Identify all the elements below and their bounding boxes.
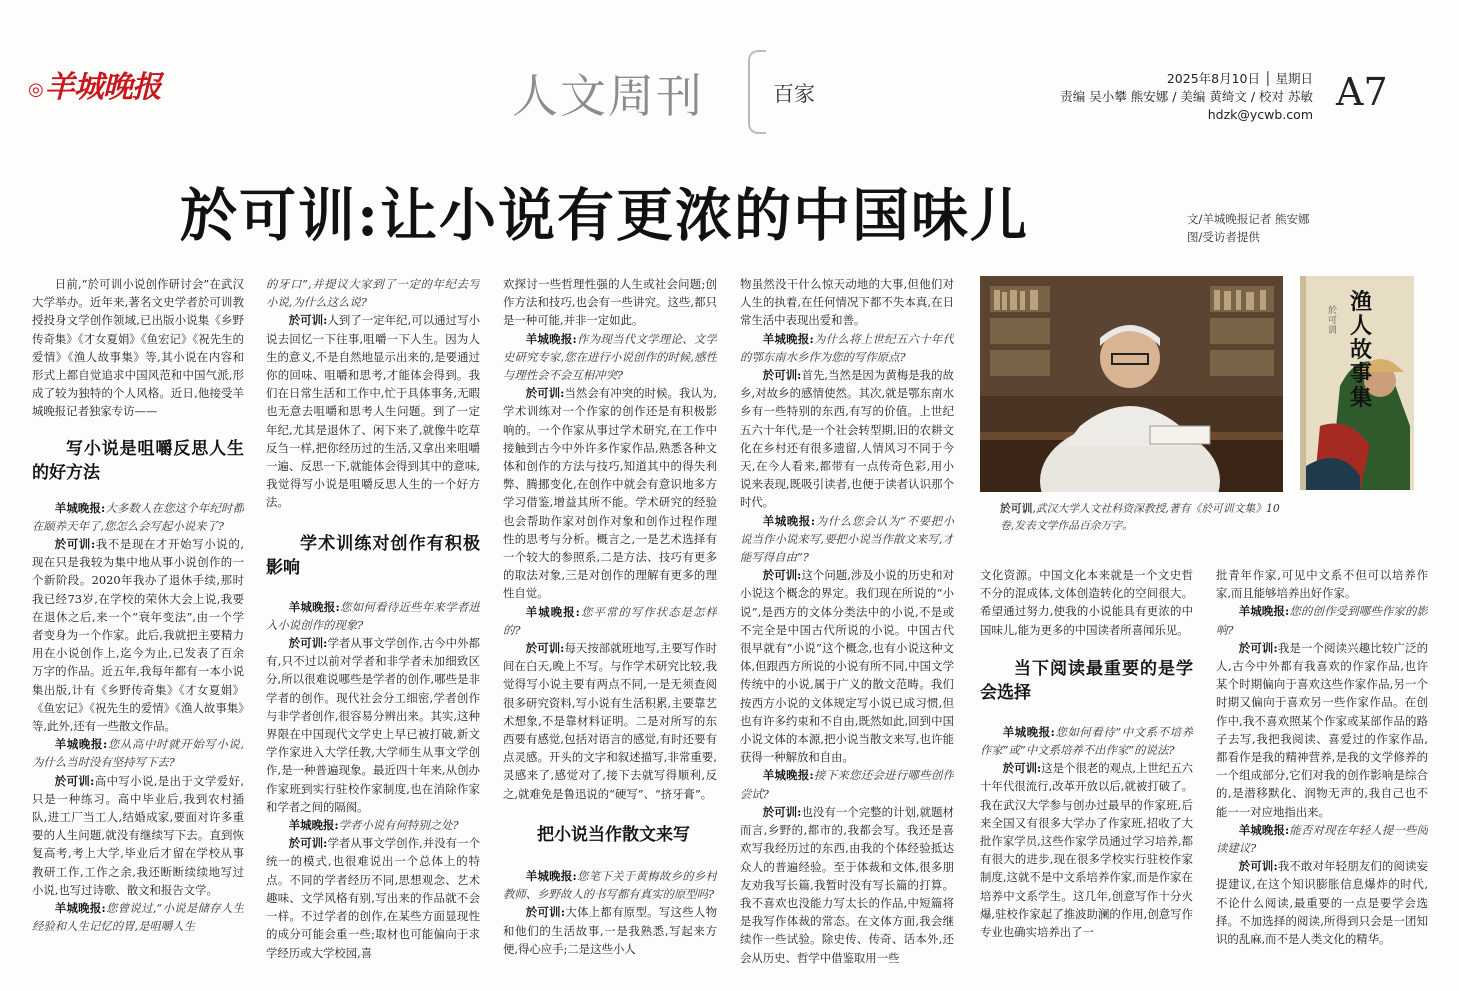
byline-photo: 图/受访者提供 xyxy=(1187,230,1260,244)
article-column-2 xyxy=(266,275,480,975)
issue-date: 2025年8月10日 │ 星期日 xyxy=(1166,71,1313,86)
section-title: 人文周刊 xyxy=(512,69,704,123)
answer-paragraph: 於可训:我不是现在才开始写小说的,现在只是我较为集中地从事小说创作的一个新阶段。2020年我办了退休手续,那时我已经73岁,在学校的荣休大会上说,我要在退休之后,来一个“衰年变法”,由一个学者变身为一个作家。此后,我就把主要精力用在小说创作上,迄今为止,已发表了百余万字的作品。近五年,我每年都有一本小说集出版,计有《乡野传奇集》《才女夏娟》《鱼宏记》《祝先生的爱情》《渔人故事集》等,此外,还有一些散文作品。 xyxy=(32,537,244,734)
question-paragraph: 羊城晚报:接下来您还会进行哪些创作尝试? xyxy=(740,768,954,801)
article-headline: 於可训:让小说有更浓的中国味儿 xyxy=(180,182,1030,249)
book-title: 渔人故事集 xyxy=(1350,289,1373,411)
subsection-title: 百家 xyxy=(773,82,815,106)
subheading-3: 把小说当作散文来写 xyxy=(537,824,690,845)
author-photo xyxy=(980,276,1283,492)
answer-paragraph: 於可训:我不敢对年轻朋友们的阅读妄提建议,在这个知识膨胀信息爆炸的时代,不论什么阅读,最重要的一点是要学会选择。不加选择的阅读,所得到只会是一团知识的乱麻,而不是人类文化的精华。 xyxy=(1216,859,1428,947)
answer-paragraph: 於可训:我是一个阅读兴趣比较广泛的人,古今中外都有我喜欢的作家作品,也许某个时期偏向于喜欢这些作家作品,另一个时期又偏向于喜欢另一些作家作品。在创作中,我不喜欢照某个作家或某部作品的路子去写,我把我阅读、喜爱过的作家作品,都看作是我的精神营养,是我的文学修养的一个组成部分,它们对我的创作影响是综合的,是潜移默化、润物无声的,我自己也不能一一对应地指出来。 xyxy=(1216,640,1428,819)
editors-line: 责编 吴小攀 熊安娜 / 美编 黄绮文 / 校对 苏敏 xyxy=(1060,89,1313,104)
byline-author: 文/羊城晚报记者 熊安娜 xyxy=(1187,212,1310,226)
answer-continued: 欢探讨一些哲理性强的人生或社会问题;创作方法和技巧,也会有一些讲究。这些,都只是一种可能,并非一定如此。 xyxy=(503,277,717,328)
answer-paragraph: 於可训:大体上都有原型。写这些人物和他们的生活故事,一是我熟悉,写起来方便,得心应手;二是这些小人 xyxy=(503,905,717,956)
article-column-4 xyxy=(740,275,954,975)
article-column-3 xyxy=(503,275,717,975)
book-cover xyxy=(1300,276,1414,490)
answer-paragraph: 於可训:这个问题,涉及小说的历史和对小说这个概念的界定。我们现在所说的“小说”,是西方的文体分类法中的小说,不是或不完全是中国古代所说的小说。中国古代很早就有“小说”这个概念,也有小说这种文体,但跟西方所说的小说有所不同,中国文学传统中的小说,属于广义的散文范畴。我们按西方小说的文体规定写小说已成习惯,但也有许多约束和不自由,既然如此,回到中国小说文体的本源,把小说当散文来写,也许能获得一种解放和自由。 xyxy=(740,568,954,765)
section-bracket-icon xyxy=(748,50,766,134)
question-paragraph: 羊城晚报:大多数人在您这个年纪时都在颐养天年了,您怎么会写起小说来了? xyxy=(32,500,244,533)
answer-continued: 批青年作家,可见中文系不但可以培养作家,而且能够培养出好作家。 xyxy=(1216,568,1428,601)
newspaper-logo: ◎羊城晚报 xyxy=(28,70,161,105)
book-author: 於可训 xyxy=(1328,306,1338,336)
question-paragraph: 羊城晚报:您曾说过,“小说是储存人生经验和人生记忆的胃,是咀嚼人生 xyxy=(32,901,244,934)
subheading-1: 写小说是咀嚼反思人生的好方法 xyxy=(32,438,244,483)
answer-paragraph: 於可训:这是个很老的观点,上世纪五六十年代很流行,改革开放以后,就被打破了。我在武汉大学参与创办过最早的作家班,后来全国又有很多大学办了作家班,招收了大批作家学员,这些作家学员通过学习培养,都有很大的进步,现在很多学校实行驻校作家制度,这就不是中文系培养作家,而是作家在培养中文系学生。这几年,创意写作十分火爆,驻校作家起了推波助澜的作用,创意写作专业也确实培养出了一 xyxy=(980,761,1193,940)
contact-email: hdzk@ycwb.com xyxy=(1207,107,1313,122)
answer-paragraph: 於可训:人到了一定年纪,可以通过写小说去回忆一下往事,咀嚼一下人生。因为人生的意义,不是自然地显示出来的,是要通过你的回味、咀嚼和思考,才能体会得到。我们在日常生活和工作中,忙于具体事务,无暇也无意去咀嚼和思考人生问题。到了一定年纪,尤其是退休了、闲下来了,就像牛吃草反刍一样,把你经历过的生活,又拿出来咀嚼一遍、反思一下,就能体会得到其中的意味,我觉得写小说是咀嚼反思人生的一个好方法。 xyxy=(266,313,480,510)
intro-paragraph: 日前,“於可训小说创作研讨会”在武汉大学举办。近年来,著名文史学者於可训教授投身文学创作领域,已出版小说集《乡野传奇集》《才女夏娟》《鱼宏记》《祝先生的爱情》《渔人故事集》等,其小说在内容和形式上都自觉追求中国风范和中国气派,形成了较为独特的个人风格。近日,他接受羊城晚报记者独家专访—— xyxy=(32,277,244,419)
question-paragraph: 羊城晚报:能否对现在年轻人提一些阅读建议? xyxy=(1216,822,1428,856)
question-paragraph: 羊城晚报:您从高中时就开始写小说,为什么当时没有坚持写下去? xyxy=(32,737,244,770)
article-column-6 xyxy=(1216,566,1428,976)
answer-paragraph: 於可训:当然会有冲突的时候。我认为,学术训练对一个作家的创作还是有积极影响的。一个作家从事过学术研究,在工作中接触到古今中外许多作家作品,熟悉各种文体和创作的方法与技巧,知道其中的得失利弊、腾挪变化,在创作中就会有意识地多方学习借鉴,增益其所不能。学术研究的经验也会帮助作家对创作对象和创作过程作理性的思考与分析。概言之,一是艺术选择有一个较大的参照系,二是方法、技巧有更多的取法对象,三是对创作的理解有更多的理性自觉。 xyxy=(503,386,717,601)
article-column-5 xyxy=(980,566,1193,976)
answer-paragraph: 於可训:学者从事文学创作,古今中外都有,只不过以前对学者和非学者未加细致区分,所以很难说哪些是学者的创作,哪些是非学者的创作。现代社会分工细密,学者创作与非学者创作,很容易分辨出来。其实,这种界限在中国现代文学史上早已被打破,新文学作家进入大学任教,大学师生从事文学创作,是一种普遍现象。最近四十年来,从创办作家班到实行驻校作家制度,也在消除作家和学者之间的隔阂。 xyxy=(266,636,480,814)
answer-continued: 文化资源。中国文化本来就是一个文史哲不分的混成体,文体创造转化的空间很大。希望通过努力,使我的小说能具有更浓的中国味儿,能为更多的中国读者所喜闻乐见。 xyxy=(980,568,1193,637)
page-meta xyxy=(1060,70,1313,124)
answer-continued: 物虽然没干什么惊天动地的大事,但他们对人生的执着,在任何情况下都不失本真,在日常生活中表现出爱和善。 xyxy=(740,277,954,328)
page-number: A7 xyxy=(1336,70,1388,114)
answer-paragraph: 於可训:学者从事文学创作,并没有一个统一的模式,也很难说出一个总体上的特点。不同的学者经历不同,思想观念、艺术趣味、文学风格有别,写出来的作品就不会一样。不过学者的创作,在某些方面显现性的成分可能会重一些;取材也可能偏向于求学经历或大学校园,喜 xyxy=(266,836,480,960)
question-paragraph: 羊城晚报:为什么您会认为“不要把小说当作小说来写,要把小说当作散文来写,才能写得自由”? xyxy=(740,513,954,565)
logo-mark-icon: ◎ xyxy=(28,78,43,100)
article-column-1 xyxy=(32,275,244,975)
question-continued: 的牙口”,并提议大家到了一定的年纪去写小说,为什么这么说? xyxy=(266,277,480,310)
subheading-2: 学术训练对创作有积极影响 xyxy=(266,533,480,578)
answer-paragraph: 於可训:每天按部就班地写,主要写作时间在白天,晚上不写。与作学术研究比较,我觉得写小说主要有两点不同,一是无须查阅很多研究资料,写小说有生活积累,主要靠艺术想象,不是靠材料证明。二是对所写的东西要有感觉,包括对语言的感觉,有时还要有点灵感。开头的文字和叙述描写,非常重要,灵感来了,感觉对了,接下去就写得顺利,反之,就难免是鲁迅说的“硬写”、“挤牙膏”。 xyxy=(503,641,717,801)
answer-paragraph: 於可训:高中写小说,是出于文学爱好,只是一种练习。高中毕业后,我到农村插队,进工厂当工人,结婚成家,要面对许多重要的人生问题,就没有继续写下去。直到恢复高考,考上大学,毕业后才留在学校从事教研工作,工作之余,我还断断续续地写过小说,也写过诗歌、散文和报告文学。 xyxy=(32,773,244,897)
question-paragraph: 羊城晚报:您的创作受到哪些作家的影响? xyxy=(1216,604,1428,637)
answer-paragraph: 於可训:首先,当然是因为黄梅是我的故乡,对故乡的感情使然。其次,就是鄂东南水乡有一些特别的东西,有写的价值。上世纪五六十年代,是一个社会转型期,旧的农耕文化在乡村还有很多遗留,人情风习不同于今天,在今人看来,都带有一点传奇色彩,用小说来表现,既吸引读者,也便于读者认识那个时代。 xyxy=(740,368,954,510)
byline xyxy=(1187,210,1310,246)
question-paragraph: 羊城晚报:您如何看待“中文系不培养作家”或“中文系培养不出作家”的说法? xyxy=(980,724,1193,758)
question-paragraph: 羊城晚报:作为现当代文学理论、文学史研究专家,您在进行小说创作的时候,感性与理性会不会互相冲突? xyxy=(503,331,717,383)
subheading-4: 当下阅读最重要的是学会选择 xyxy=(980,658,1193,703)
question-paragraph: 羊城晚报:学者小说有何特别之处? xyxy=(288,818,459,833)
answer-paragraph: 於可训:也没有一个完整的计划,就题材而言,乡野的,都市的,我都会写。我还是喜欢写我经历过的东西,由我的个体经验抵达众人的普遍经验。至于体裁和文体,很多朋友劝我写长篇,我暂时没有写长篇的打算。我不喜欢也没能力写太长的作品,中短篇将是我写作体裁的常态。在文体方面,我会继续作一些试验。除史传、传奇、话本外,还会从历史、哲学中借鉴取用一些 xyxy=(740,804,954,965)
author-photo-image xyxy=(980,276,1283,492)
question-paragraph: 羊城晚报:为什么将上世纪五六十年代的鄂东南水乡作为您的写作原点? xyxy=(740,331,954,364)
photo-caption: 於可训,武汉大学人文社科资深教授,著有《於可训文集》10卷,发表文学作品百余万字。 xyxy=(1000,502,1280,532)
question-paragraph: 羊城晚报:您如何看待近些年来学者进入小说创作的现象? xyxy=(266,599,480,632)
question-paragraph: 羊城晚报:您笔下关于黄梅故乡的乡村教师、乡野故人的书写都有真实的原型吗? xyxy=(503,868,717,902)
question-paragraph: 羊城晚报:您平常的写作状态是怎样的? xyxy=(503,604,717,637)
